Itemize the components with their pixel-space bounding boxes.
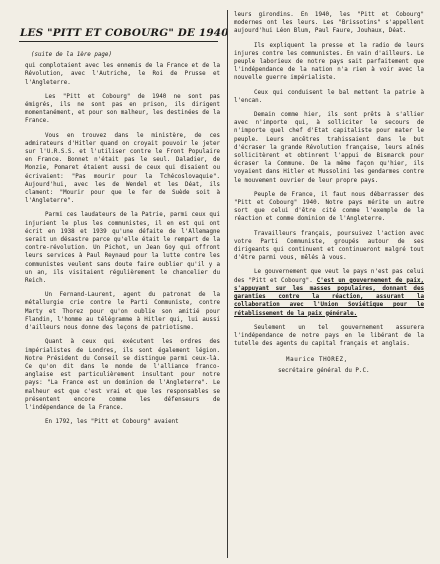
continued-note: (suite de la 1ère page): [31, 52, 112, 58]
right-paragraph-2: Ils expliquent la presse et la radio de leurs injures contre les communistes. En vain d'ailleurs. Le peuple laborieux de notre pays sait parfaitement que l'indépendance de la nation n'a rien à voir avec la nouvelle guerre impérialiste.: [234, 42, 424, 82]
right-paragraph-4: Demain comme hier, ils sont prêts à s'allier avec n'importe qui, à solliciter le secours de n'importe quel chef d'Etat capitaliste pour mater le peuple. Leurs ancêtres trahissaient dans le but d'écraser la grande Révolution française, leurs aînés sollicitèrent et obtinrent l'appui de Bismarck pour écraser la Commune. De la même façon qu'hier, ils voyaient dans Hitler et Mussolini les gendarmes contre le mouvement ouvrier de leur propre pays.: [234, 112, 424, 184]
left-paragraph-3: Vous en trouvez dans le ministère, de ces admirateurs d'Hitler quand on croyait pouvoir le jeter sur l'U.R.S.S. et l'utiliser contre le Front Populaire en France. Bonnet n'était pas le seul. Daladier, de Monzie, Pomaret étaient aussi de ceux qui disaient ou écrivaient: "Pas mourir pour la Tchécoslovaquie". Aujourd'hui, avec les de Wendel et les Déat, ils clament: "Mourir pour que le fer de Suède soit à l'Angleterre".: [25, 132, 220, 205]
right-paragraph-7-underlined: C'est un gouvernement de paix, s'appuyant sur les masses populaires, donnant des garanties contre la réaction, assurant la collaboration avec l'Union Soviétique pour le rétablissement de la paix générale.: [234, 277, 424, 317]
title-underline: [19, 41, 218, 42]
right-paragraph-5: Peuple de France, il faut nous débarrasser des "Pitt et Cobourg" 1940. Notre pays mérite un autre sort que celui d'être cité comme l'exemple de la réaction et comme dominion de l'Angleterre.: [234, 191, 424, 223]
right-paragraph-1: leurs girondins. En 1940, les "Pitt et Cobourg" modernes ont les leurs. Les "Brissotins" s'appellent aujourd'hui Léon Blum, Paul Faure, Jouhaux, Déat.: [234, 12, 424, 35]
left-paragraph-2: Les "Pitt et Cobourg" de 1940 ne sont pas émigrés, ils ne sont pas en prison, ils dirigent momentanément, et pour son malheur, les destinées de la France.: [25, 93, 220, 125]
right-paragraph-3: Ceux qui conduisent le bal mettent la patrie à l'encan.: [234, 89, 424, 104]
right-paragraph-7: [234, 268, 424, 317]
left-paragraph-4: Parmi ces laudateurs de la Patrie, parmi ceux qui injurient le plus les communistes, il en est qui ont écrit en 1938 et 1939 qu'une défaite de l'Allemagne serait un désastre parce qu'elle était le rempart de la contre-révolution. Un Pichot, un Jean Goy qui offront leurs services à Paul Reynaud pour la lutte contre les communistes veulent sans doute faire oublier qu'il y a un an, ils visitaient régulièrement le chancelier du Reich.: [25, 212, 220, 285]
right-paragraph-8: Seulement un tel gouvernement assurera l'indépendance de notre pays en le libérant de la tutelle des agents du capital français et anglais.: [234, 324, 424, 348]
left-paragraph-1: qui complotaient avec les ennemis de la France et de la Révolution, avec l'Autriche, le Roi de Prusse et l'Angleterre.: [25, 63, 220, 86]
right-paragraph-7-intro: Le gouvernement que veut le pays n'est pas celui des "Pitt et Cobourg".: [234, 269, 424, 284]
column-divider: [227, 10, 228, 558]
left-column: [25, 51, 220, 432]
signature-name: Maurice THOREZ,: [286, 357, 348, 364]
left-paragraph-7: En 1792, les "Pitt et Cobourg" avaient: [45, 419, 179, 426]
right-column: [234, 11, 424, 375]
left-paragraph-5: Un Fernand-Laurent, agent du patronat de la métallurgie crie contre le Parti Communiste, contre Marty et Thorez pour qu'on oublie son amitié pour Flandin, l'homme au télégramme à Hitler qui, lui aussi d'ailleurs nous donne des leçons de patriotisme.: [25, 292, 220, 332]
left-paragraph-6: Quant à ceux qui exécutent les ordres des impérialistes de Londres, ils sont également légion. Notre Président du Conseil se distingue parmi ceux-là. Ce qu'on dit dans le monde de l'alliance franco-anglaise est particulièrement insultant pour notre pays: "La France est un dominion de l'Angleterre". Le malheur est que c'est vrai et que les responsables se présentent encore comme les défenseurs de l'indépendance de la France.: [25, 339, 220, 411]
signature-role: secrétaire général du P.C.: [278, 367, 370, 374]
document-title: LES "PITT ET COBOURG" DE 1940: [20, 27, 229, 39]
right-paragraph-6: Travailleurs français, poursuivez l'action avec votre Parti Communiste, groupés autour de ses dirigeants qui continuent et continueront malgré tout d'être parmi vous, mêlés à vous.: [234, 230, 424, 262]
